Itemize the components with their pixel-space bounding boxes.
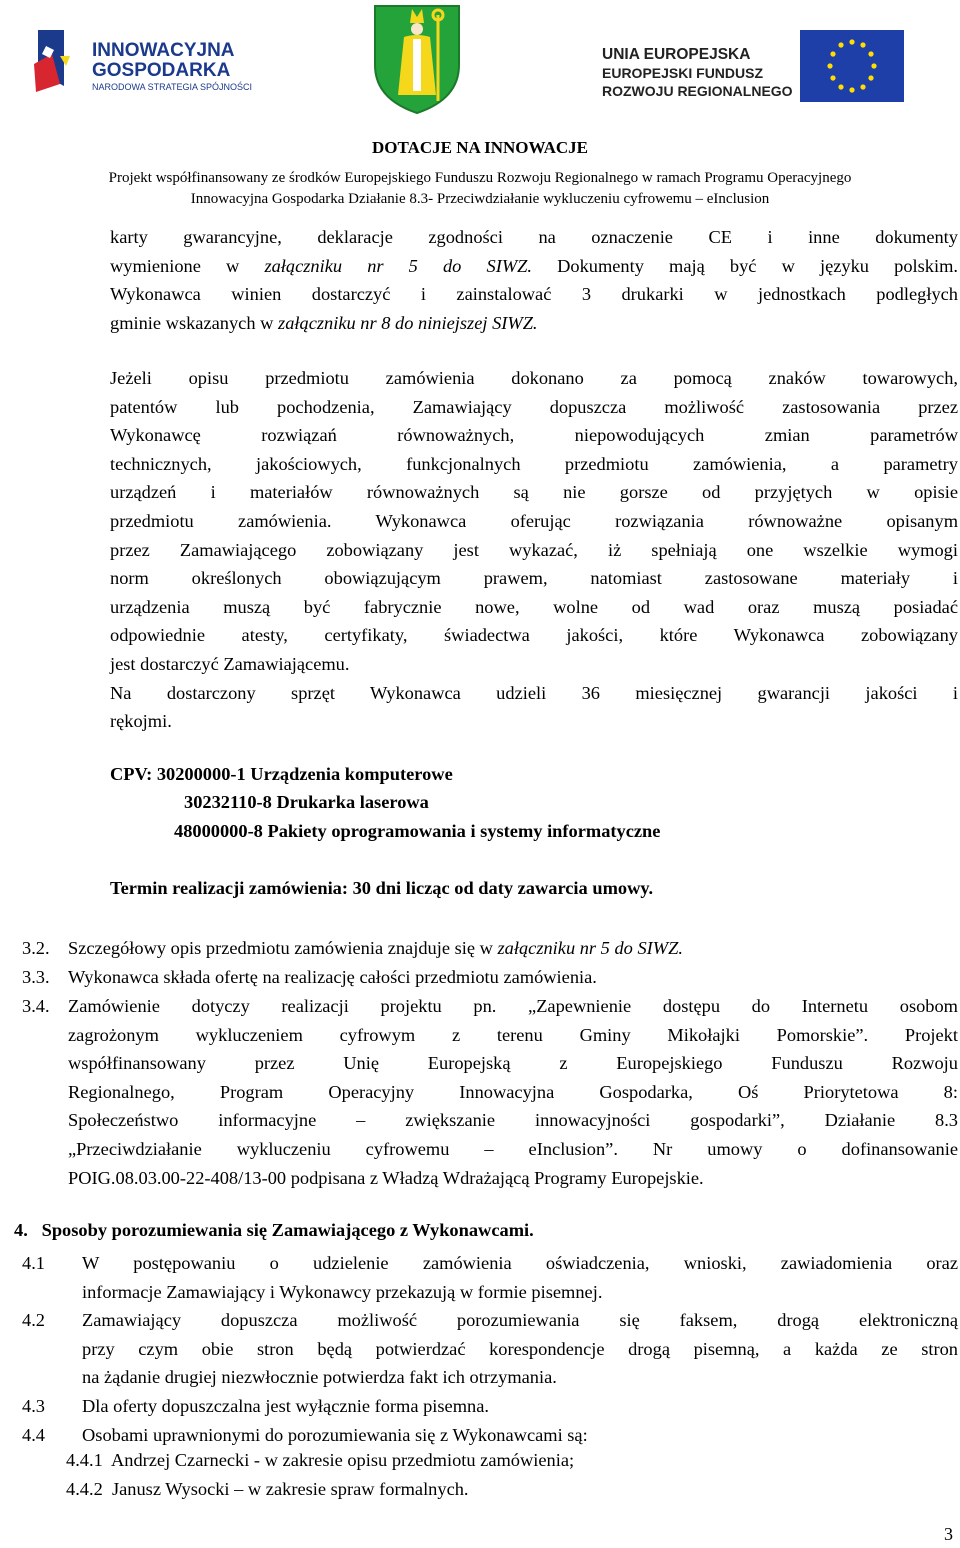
text-line: współfinansowany przez Unię Europejską z Europejskiego Funduszu Rozwoju <box>68 1053 958 1074</box>
paragraph-documents <box>110 223 958 337</box>
text-line: przedmiotu zamówienia. Wykonawca oferując rozwiązania równoważne opisanym <box>110 510 958 531</box>
section-4-heading: 4. Sposoby porozumiewania się Zamawiającego z Wykonawcami. <box>14 1220 534 1240</box>
item-number: 3.2. <box>22 938 50 958</box>
text-line: karty gwarancyjne, deklaracje zgodności na oznaczenie CE i inne dokumenty <box>110 227 958 247</box>
logo-ig-line3: NARODOWA STRATEGIA SPÓJNOŚCI <box>92 82 253 92</box>
text-line: urządzenia muszą być fabrycznie nowe, wolne od wad oraz muszą posiadać <box>110 596 958 617</box>
item-number: 4.4 <box>22 1425 45 1445</box>
cpv-line-2: 30232110-8 Drukarka laserowa <box>184 792 429 812</box>
innowacyjna-gospodarka-logo <box>30 24 280 100</box>
text-line: rękojmi. <box>110 711 172 732</box>
text-line: norm określonych obowiązującym prawem, natomiast zastosowane materiały i <box>110 568 958 589</box>
text-line: Dla oferty dopuszczalna jest wyłącznie forma pisemna. <box>82 1396 489 1416</box>
text-line: informacje Zamawiający i Wykonawcy przekazują w formie pisemnej. <box>82 1281 603 1302</box>
text-line: na żądanie drugiej niezwłocznie potwierdza fakt ich otrzymania. <box>82 1367 557 1388</box>
text-line: Osobami uprawnionymi do porozumiewania się z Wykonawcami są: <box>82 1425 588 1445</box>
logo-ue-line2: EUROPEJSKI FUNDUSZ <box>602 65 764 81</box>
item-4-4-2: 4.4.2 Janusz Wysocki – w zakresie spraw formalnych. <box>66 1479 469 1499</box>
logo-ig-line2: GOSPODARKA <box>92 60 231 81</box>
text-line: wymienione w załączniku nr 5 do SIWZ. Dokumenty mają być w języku polskim. <box>110 255 958 276</box>
text-line: jest dostarczyć Zamawiającemu. <box>110 653 350 674</box>
text-line: przez Zamawiającego zobowiązany jest wykazać, iż spełniają one wszelkie wymogi <box>110 539 958 560</box>
termin-realizacji: Termin realizacji zamówienia: 30 dni licząc od daty zawarcia umowy. <box>110 878 654 898</box>
item-number: 4.2 <box>22 1310 45 1330</box>
text-line: urządzeń i materiałów równoważnych są nie gorsze od przyjętych w opisie <box>110 482 958 503</box>
item-number: 4.1 <box>22 1253 45 1273</box>
coat-of-arms-logo <box>372 3 462 115</box>
header-line-1: Projekt współfinansowany ze środków Europejskiego Funduszu Rozwoju Regionalnego w ramach Programu Operacyjnego <box>108 170 852 186</box>
text-line: technicznych, jakościowych, funkcjonalnych przedmiotu zamówienia, a parametry <box>110 453 958 474</box>
text-line: gminie wskazanych w załączniku nr 8 do niniejszej SIWZ. <box>110 312 538 333</box>
text-line: Wykonawca winien dostarczyć i zainstalować 3 drukarki w jednostkach podległych <box>110 284 958 305</box>
cpv-line-1: CPV: 30200000-1 Urządzenia komputerowe <box>110 764 453 784</box>
item-number: 3.4. <box>22 996 50 1016</box>
item-4-4-1: 4.4.1 Andrzej Czarnecki - w zakresie opisu przedmiotu zamówienia; <box>66 1450 575 1470</box>
text-line: POIG.08.03.00-22-408/13-00 podpisana z Władzą Wdrażającą Programy Europejskie. <box>68 1167 704 1188</box>
text-line: Wykonawcę rozwiązań równoważnych, niepowodujących zmian parametrów <box>110 425 958 446</box>
text-line: W postępowaniu o udzielenie zamówienia oświadczenia, wnioski, zawiadomienia oraz <box>82 1253 958 1273</box>
text-line: zagrożonym wykluczeniem cyfrowym z terenu Gminy Mikołajki Pomorskie”. Projekt <box>68 1024 958 1045</box>
text-line: przy czym obie stron będą potwierdzać korespondencje drogą pisemną, a każda ze stron <box>82 1338 958 1359</box>
item-number: 4.3 <box>22 1396 45 1416</box>
text-line: patentów lub pochodzenia, Zamawiający dopuszcza możliwość zastosowania przez <box>110 396 958 417</box>
logo-ig-line1: INNOWACYJNA <box>92 40 235 61</box>
text-line: Zamówienie dotyczy realizacji projektu pn. „Zapewnienie dostępu do Internetu osobom <box>68 996 958 1016</box>
logo-ue-line3: ROZWOJU REGIONALNEGO <box>602 83 793 99</box>
page-number: 3 <box>944 1524 953 1544</box>
text-line: Szczegółowy opis przedmiotu zamówienia znajduje się w załączniku nr 5 do SIWZ. <box>68 938 683 958</box>
eu-fund-logo <box>588 2 908 106</box>
text-line: Jeżeli opisu przedmiotu zamówienia dokonano za pomocą znaków towarowych, <box>110 368 958 388</box>
item-number: 3.3. <box>22 967 50 987</box>
logo-ue-line1: UNIA EUROPEJSKA <box>602 46 751 63</box>
text-line: Regionalnego, Program Operacyjny Innowacyjna Gospodarka, Oś Priorytetowa 8: <box>68 1081 958 1102</box>
cpv-line-3: 48000000-8 Pakiety oprogramowania i systemy informatyczne <box>174 821 661 841</box>
header-line-2: Innowacyjna Gospodarka Działanie 8.3- Przeciwdziałanie wykluczeniu cyfrowemu – eInclusion <box>190 191 770 207</box>
text-line: Na dostarczony sprzęt Wykonawca udzieli 36 miesięcznej gwarancji jakości i <box>110 682 958 703</box>
text-line: Zamawiający dopuszcza możliwość porozumiewania się faksem, drogą elektroniczną <box>82 1310 958 1330</box>
paragraph-equivalents <box>110 364 958 736</box>
text-line: Wykonawca składa ofertę na realizację całości przedmiotu zamówienia. <box>68 967 597 987</box>
text-line: odpowiednie atesty, certyfikaty, świadectwa jakości, które Wykonawca zobowiązany <box>110 625 958 646</box>
text-line: Społeczeństwo informacyjne – zwiększanie innowacyjności gospodarki”, Działanie 8.3 <box>68 1110 958 1131</box>
header-title: DOTACJE NA INNOWACJE <box>372 138 588 157</box>
text-line: „Przeciwdziałanie wykluczeniu cyfrowemu – eInclusion”. Nr umowy o dofinansowanie <box>68 1138 958 1159</box>
